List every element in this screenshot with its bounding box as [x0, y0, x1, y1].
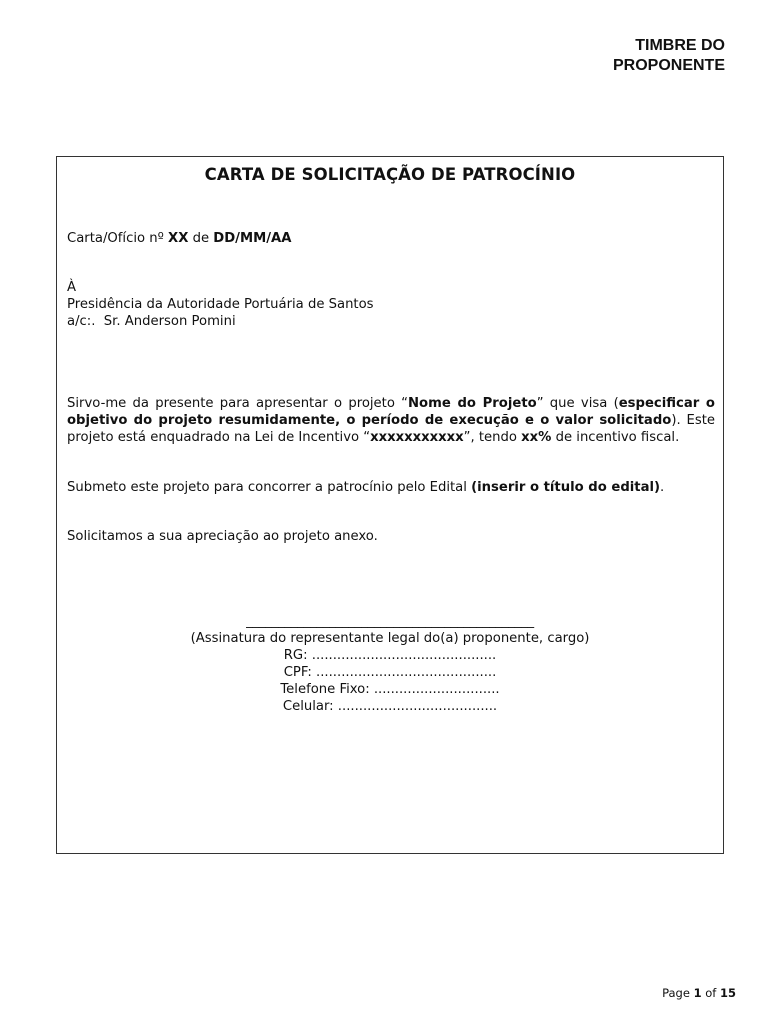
paragraph-request: Solicitamos a sua apreciação ao projeto anexo. — [67, 529, 378, 544]
cpf-field: CPF: ........................................... — [283, 665, 497, 680]
incentive-percent: xx% — [521, 430, 552, 445]
paragraph-project — [67, 395, 715, 446]
ref-date: DD/MM/AA — [213, 231, 292, 246]
signature-caption: (Assinatura do representante legal do(a) proponente, cargo) — [190, 631, 590, 646]
para2-text-2: . — [660, 480, 665, 495]
page-of-label: of — [701, 986, 720, 1000]
ref-mid: de — [188, 231, 214, 246]
recipient-to: À — [67, 280, 77, 295]
page-number: 1 — [693, 986, 702, 1000]
incentive-law: xxxxxxxxxxx — [370, 430, 464, 445]
project-name: Nome do Projeto — [408, 396, 537, 411]
para2-text-1: Submeto este projeto para concorrer a patrocínio pelo Edital — [67, 480, 472, 495]
project-objective: especificar o objetivo do projeto resumidamente, o período de execução e o valor solicitado — [67, 396, 715, 428]
recipient-block — [67, 279, 715, 330]
letterhead-placeholder — [613, 36, 725, 76]
reference-line — [67, 230, 715, 247]
page-total: 15 — [719, 986, 736, 1000]
letter-title: CARTA DE SOLICITAÇÃO DE PATROCÍNIO — [204, 165, 576, 184]
recipient-attn: a/c:. Sr. Anderson Pomini — [67, 314, 236, 329]
para1-text-3: ). Este projeto está enquadrado na Lei de Incentivo “ — [67, 413, 715, 445]
letter-frame — [56, 156, 724, 854]
page-indicator — [662, 986, 736, 1000]
paragraph-edital — [67, 479, 715, 496]
ref-number: XX — [168, 231, 189, 246]
page-label: Page — [662, 986, 694, 1000]
mobile-field: Celular: ...................................... — [282, 699, 498, 714]
signature-block — [57, 613, 723, 715]
rg-field: RG: ............................................ — [283, 648, 497, 663]
ref-prefix: Carta/Ofício nº — [67, 231, 169, 246]
edital-title: (inserir o título do edital) — [471, 480, 661, 495]
letterhead-line-2: PROPONENTE — [612, 57, 725, 74]
para1-text-4: ”, tendo — [463, 430, 522, 445]
phone-field: Telefone Fixo: .............................. — [280, 682, 500, 697]
signature-line: _____________________________________________ — [246, 614, 534, 629]
letterhead-line-1: TIMBRE DO — [635, 37, 725, 54]
para1-text-2: ” que visa ( — [536, 396, 619, 411]
recipient-org: Presidência da Autoridade Portuária de Santos — [67, 297, 374, 312]
para1-text-5: de incentivo fiscal. — [551, 430, 680, 445]
para1-text-1: Sirvo-me da presente para apresentar o projeto “ — [67, 396, 409, 411]
